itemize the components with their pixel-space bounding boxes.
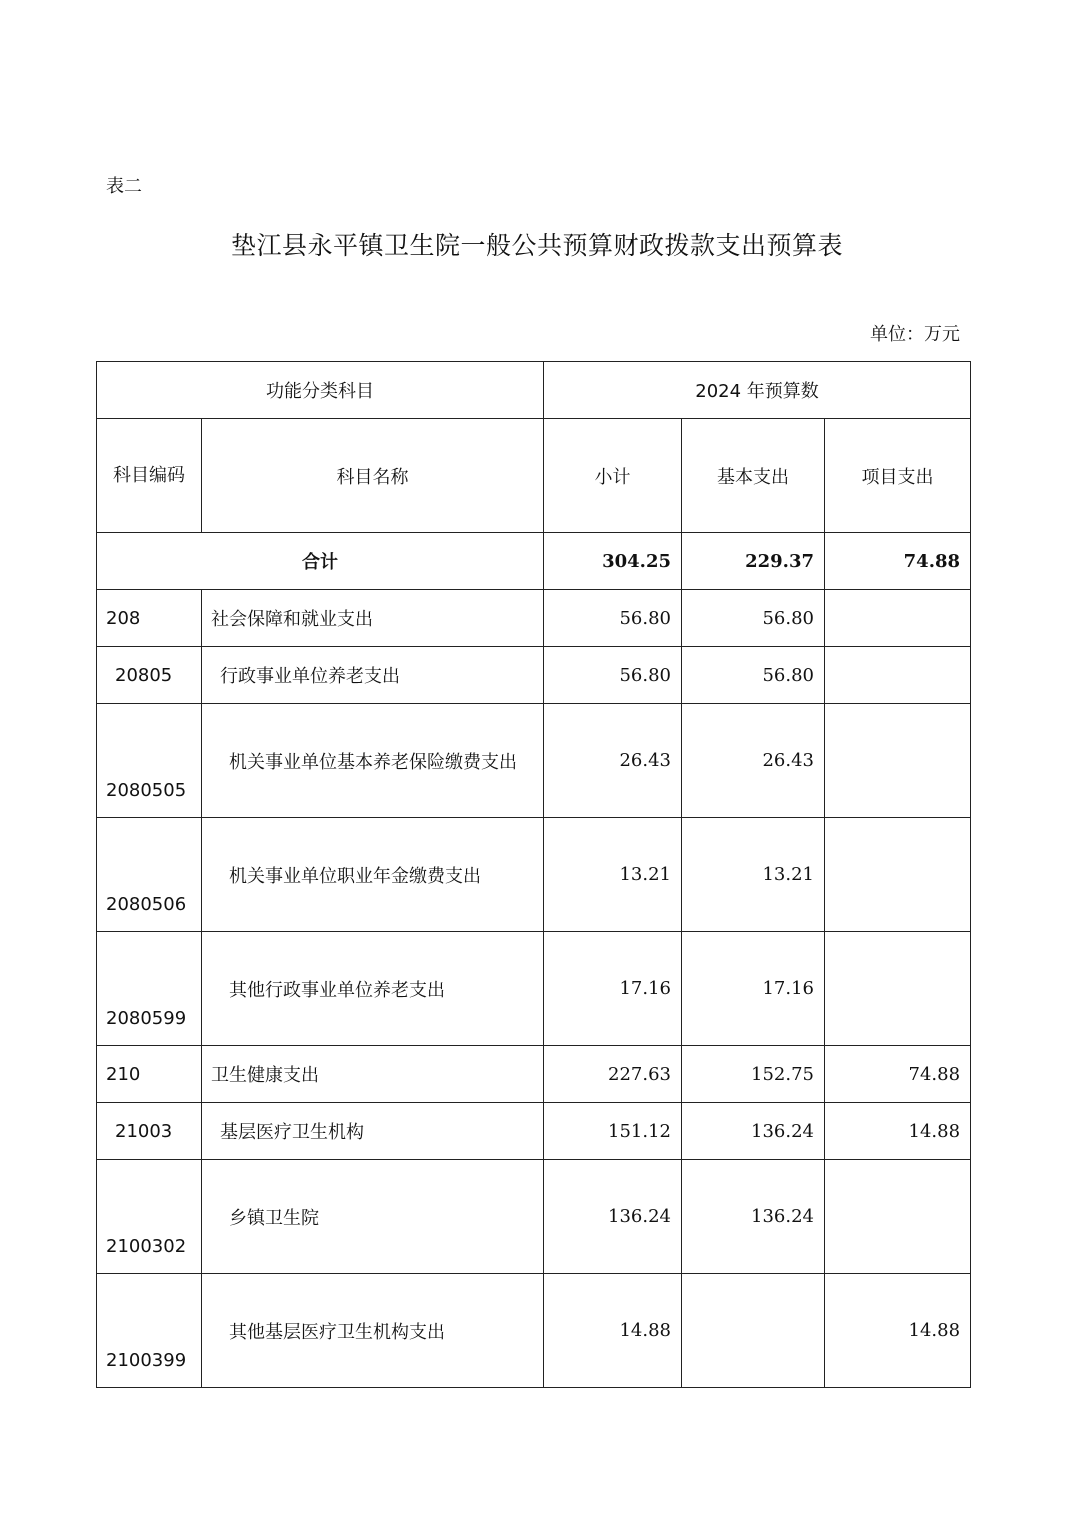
header-budget-year: 2024 年预算数: [544, 362, 971, 419]
row-subtotal: 151.12: [544, 1103, 682, 1160]
row-name: 行政事业单位养老支出: [202, 647, 544, 704]
row-project: [825, 1160, 971, 1274]
document-title: 垫江县永平镇卫生院一般公共预算财政拨款支出预算表: [230, 231, 843, 260]
row-name: 基层医疗卫生机构: [202, 1103, 544, 1160]
row-project: 74.88: [825, 1046, 971, 1103]
header-subtotal: 小计: [544, 419, 682, 533]
row-code: 210: [97, 1046, 202, 1103]
row-name: 乡镇卫生院: [202, 1160, 544, 1274]
row-basic: 152.75: [682, 1046, 825, 1103]
table-row: [97, 932, 971, 1046]
row-name: 社会保障和就业支出: [202, 590, 544, 647]
row-subtotal: 56.80: [544, 647, 682, 704]
table-row: [97, 647, 971, 704]
row-project: 14.88: [825, 1103, 971, 1160]
header-functional-category: 功能分类科目: [97, 362, 544, 419]
row-basic: 136.24: [682, 1160, 825, 1274]
row-basic: [682, 1274, 825, 1388]
row-name: 机关事业单位基本养老保险缴费支出: [202, 704, 544, 818]
table-row: [97, 1046, 971, 1103]
row-basic: 17.16: [682, 932, 825, 1046]
row-basic: 136.24: [682, 1103, 825, 1160]
total-subtotal: 304.25: [544, 533, 682, 590]
row-name: 其他基层医疗卫生机构支出: [202, 1274, 544, 1388]
row-name: 机关事业单位职业年金缴费支出: [202, 818, 544, 932]
row-project: [825, 818, 971, 932]
header-project: 项目支出: [825, 419, 971, 533]
row-project: [825, 932, 971, 1046]
header-row-columns: [97, 419, 971, 533]
row-code: 2080506: [97, 818, 202, 932]
row-subtotal: 14.88: [544, 1274, 682, 1388]
row-code: 2080505: [97, 704, 202, 818]
row-project: [825, 704, 971, 818]
row-subtotal: 13.21: [544, 818, 682, 932]
unit-label: 单位：万元: [870, 324, 960, 345]
row-basic: 56.80: [682, 590, 825, 647]
table-row: [97, 1274, 971, 1388]
row-code: 2100399: [97, 1274, 202, 1388]
header-basic: 基本支出: [682, 419, 825, 533]
row-code: 2100302: [97, 1160, 202, 1274]
row-basic: 26.43: [682, 704, 825, 818]
table-row: [97, 590, 971, 647]
header-row-group: [97, 362, 971, 419]
table-row: [97, 1103, 971, 1160]
row-project: 14.88: [825, 1274, 971, 1388]
row-subtotal: 17.16: [544, 932, 682, 1046]
row-code: 21003: [97, 1103, 202, 1160]
total-row: [97, 533, 971, 590]
row-subtotal: 136.24: [544, 1160, 682, 1274]
row-code: 2080599: [97, 932, 202, 1046]
row-project: [825, 590, 971, 647]
header-code: 科目编码: [97, 419, 202, 533]
table-label: 表二: [106, 176, 142, 197]
total-project: 74.88: [825, 533, 971, 590]
total-label: 合计: [97, 533, 544, 590]
table-row: [97, 704, 971, 818]
row-name: 卫生健康支出: [202, 1046, 544, 1103]
row-project: [825, 647, 971, 704]
row-basic: 56.80: [682, 647, 825, 704]
table-row: [97, 818, 971, 932]
budget-table: [96, 361, 971, 1388]
row-subtotal: 56.80: [544, 590, 682, 647]
header-name: 科目名称: [202, 419, 544, 533]
row-code: 20805: [97, 647, 202, 704]
row-code: 208: [97, 590, 202, 647]
total-basic: 229.37: [682, 533, 825, 590]
row-subtotal: 26.43: [544, 704, 682, 818]
row-subtotal: 227.63: [544, 1046, 682, 1103]
row-name: 其他行政事业单位养老支出: [202, 932, 544, 1046]
table-row: [97, 1160, 971, 1274]
row-basic: 13.21: [682, 818, 825, 932]
